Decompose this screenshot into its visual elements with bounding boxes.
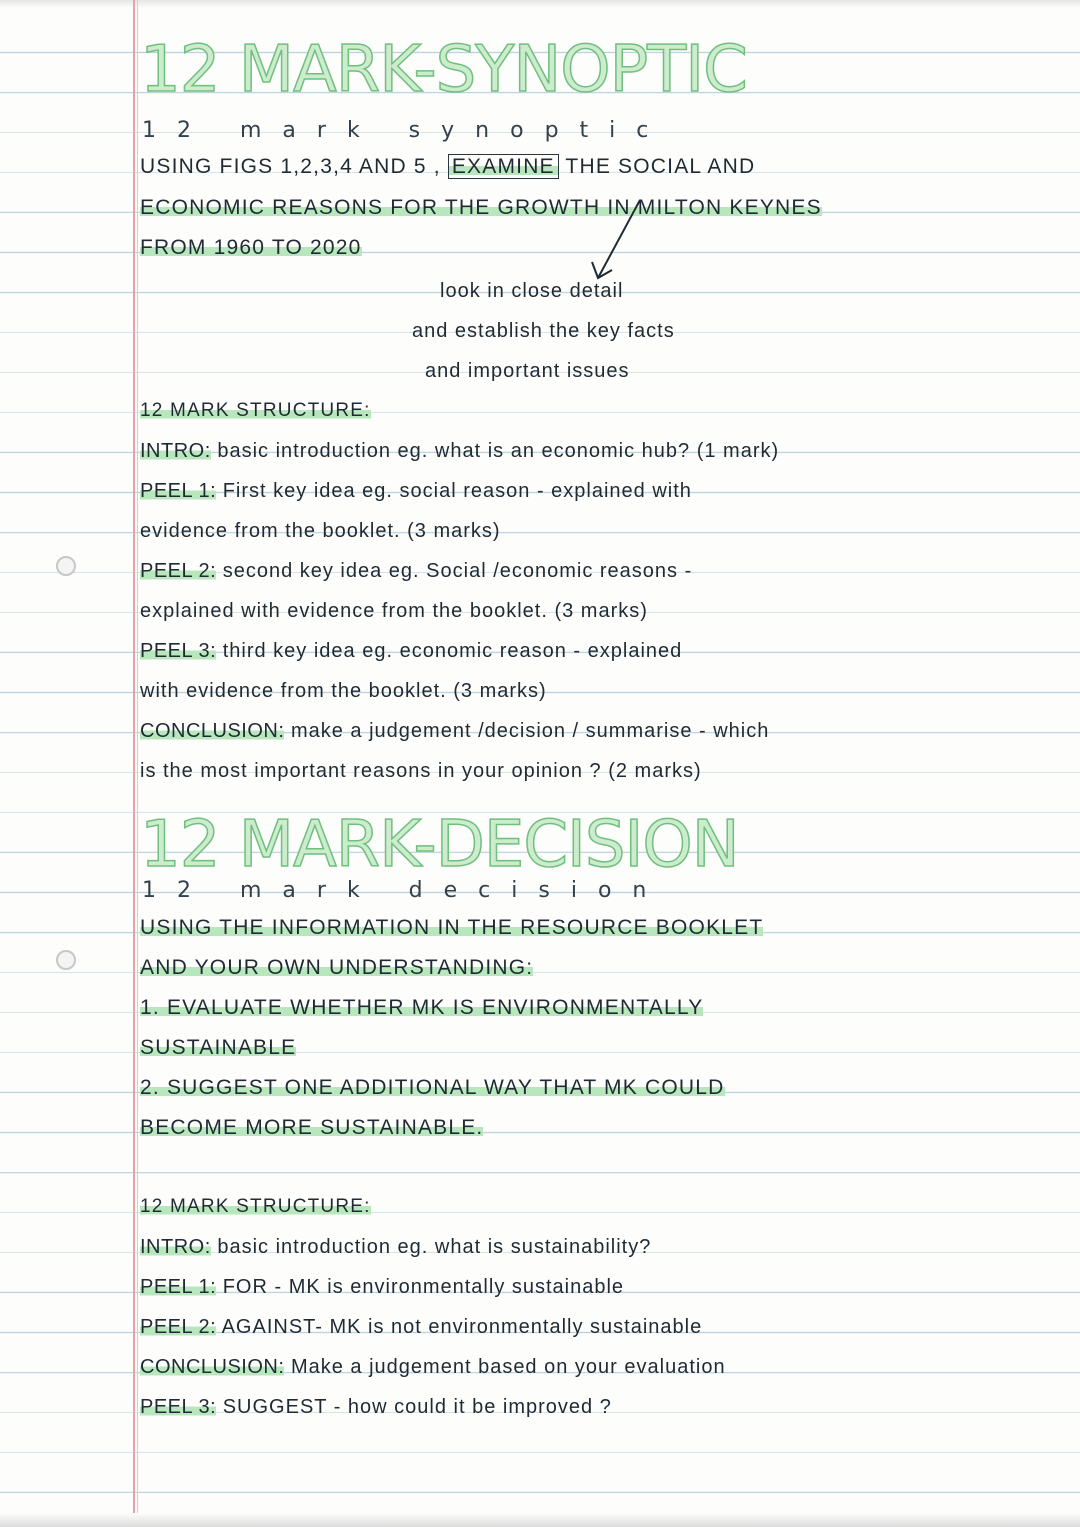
- decision-question-line-3: 1. EVALUATE WHETHER MK IS ENVIRONMENTALLY: [140, 996, 704, 1019]
- decision-question-line-2: AND YOUR OWN UNDERSTANDING:: [140, 956, 534, 979]
- decision-conclusion-line: CONCLUSION: Make a judgement based on your evaluation: [140, 1356, 726, 1378]
- synoptic-question-line-2: ECONOMIC REASONS FOR THE GROWTH IN MILTON KEYNES: [140, 196, 822, 219]
- question-prefix: USING FIGS 1,2,3,4 AND 5 ,: [140, 155, 441, 178]
- synoptic-conclusion-cont: is the most important reasons in your opinion ? (2 marks): [140, 760, 702, 782]
- decision-intro-line: INTRO: basic introduction eg. what is sustainability?: [140, 1236, 652, 1258]
- decision-question-line-6: BECOME MORE SUSTAINABLE.: [140, 1116, 484, 1139]
- decision-peel-3-line: PEEL 3: SUGGEST - how could it be improved ?: [140, 1396, 612, 1418]
- decision-peel-1-line: PEEL 1: FOR - MK is environmentally sustainable: [140, 1276, 625, 1298]
- synoptic-intro-line: INTRO: basic introduction eg. what is an economic hub? (1 mark): [140, 440, 780, 462]
- decision-peel-2-line: PEEL 2: AGAINST- MK is not environmentally sustainable: [140, 1316, 703, 1338]
- synoptic-question-line-3: FROM 1960 TO 2020: [140, 236, 362, 259]
- decision-question-line-5: 2. SUGGEST ONE ADDITIONAL WAY THAT MK COULD: [140, 1076, 725, 1099]
- annotation-arrow: [570, 196, 650, 288]
- punch-hole: [56, 556, 76, 576]
- synoptic-title: 12 MARK-SYNOPTIC: [140, 33, 747, 107]
- page-bottom-edge: [0, 1513, 1080, 1527]
- synoptic-peel-2-cont: explained with evidence from the booklet. (3 marks): [140, 600, 648, 622]
- command-word-examine: EXAMINE: [448, 154, 559, 179]
- decision-subtitle: 12 mark decision: [142, 878, 668, 903]
- margin-line-inner: [137, 0, 138, 1527]
- command-note-line-1: look in close detail: [440, 280, 624, 302]
- synoptic-structure-title: 12 MARK STRUCTURE:: [140, 400, 371, 421]
- synoptic-subtitle: 12 mark synoptic: [142, 118, 670, 143]
- synoptic-peel-1-line: PEEL 1: First key idea eg. social reason - explained with: [140, 480, 692, 502]
- synoptic-question-line-1: [140, 155, 755, 179]
- synoptic-peel-1-cont: evidence from the booklet. (3 marks): [140, 520, 501, 542]
- synoptic-peel-2-line: PEEL 2: second key idea eg. Social /economic reasons -: [140, 560, 693, 582]
- synoptic-peel-3-line: PEEL 3: third key idea eg. economic reason - explained: [140, 640, 683, 662]
- decision-question-line-1: USING THE INFORMATION IN THE RESOURCE BOOKLET: [140, 916, 764, 939]
- decision-title: 12 MARK-DECISION: [140, 808, 739, 882]
- page-top-edge: [0, 0, 1080, 8]
- command-note-line-3: and important issues: [425, 360, 630, 382]
- margin-line: [133, 0, 135, 1527]
- command-note-line-2: and establish the key facts: [412, 320, 675, 342]
- decision-structure-title: 12 MARK STRUCTURE:: [140, 1196, 371, 1217]
- question-suffix: THE SOCIAL AND: [565, 155, 756, 178]
- synoptic-peel-3-cont: with evidence from the booklet. (3 marks): [140, 680, 547, 702]
- punch-hole: [56, 950, 76, 970]
- synoptic-conclusion-line: CONCLUSION: make a judgement /decision / summarise - which: [140, 720, 770, 742]
- decision-question-line-4: SUSTAINABLE: [140, 1036, 297, 1059]
